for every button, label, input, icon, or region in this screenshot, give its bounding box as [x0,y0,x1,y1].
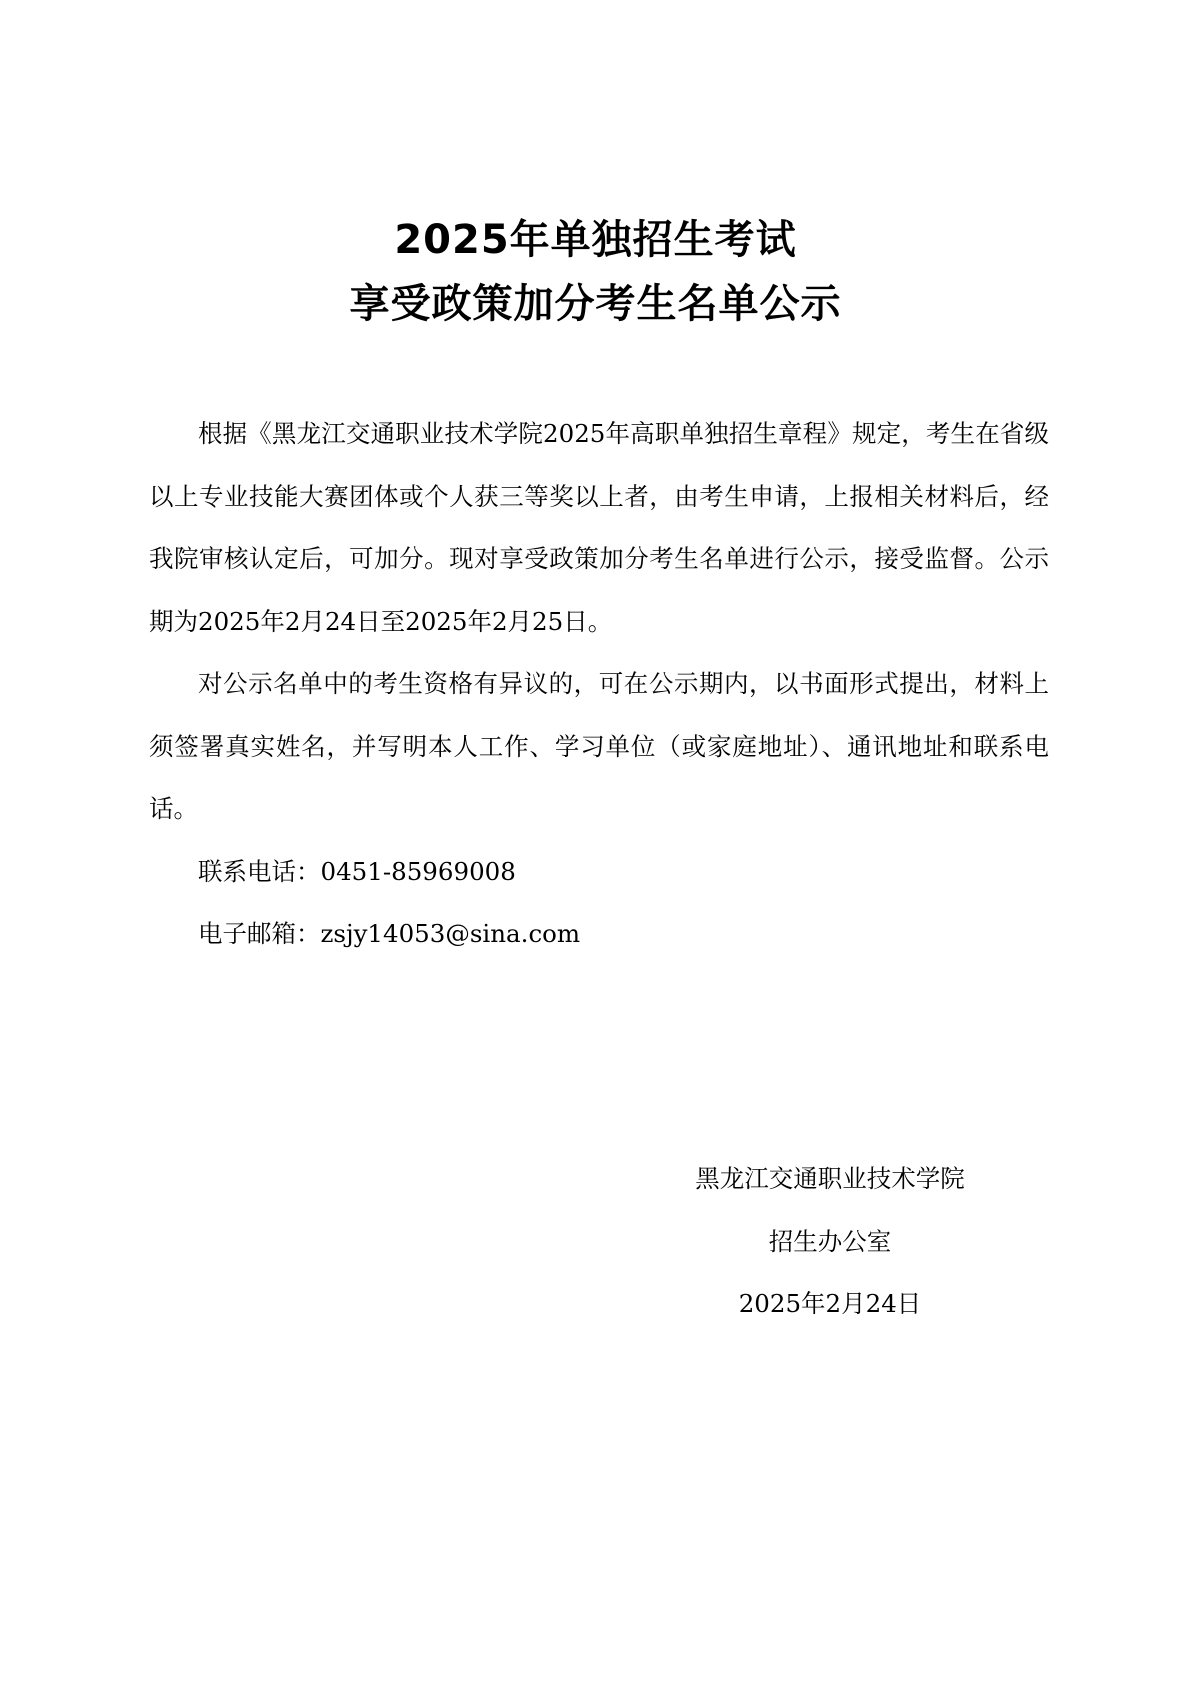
body-paragraph-objection: 对公示名单中的考生资格有异议的，可在公示期内，以书面形式提出，材料上须签署真实姓名，并写明本人工作、学习单位（或家庭地址）、通讯地址和联系电话。 [149,669,1049,823]
signature-office: 招生办公室 [768,1226,892,1256]
signature-block [640,1148,1020,1336]
title-line-1: 2025年单独招生考试 [394,217,797,263]
contact-email: 电子邮箱：zsjy14053@sina.com [198,919,581,948]
document-body [149,403,1049,966]
signature-date: 2025年2月24日 [738,1289,922,1318]
signature-institution: 黑龙江交通职业技术学院 [695,1164,965,1193]
contact-phone: 联系电话：0451-85969008 [198,856,516,886]
title-line-2: 享受政策加分考生名单公示 [349,281,842,327]
body-paragraph-regulation: 根据《黑龙江交通职业技术学院2025年高职单独招生章程》规定，考生在省级以上专业技能大赛团体或个人获三等奖以上者，由考生申请，上报相关材料后，经我院审核认定后，可加分。现对享受政策加分考生名单进行公示，接受监督。公示期为2025年2月24日至2025年2月25日。 [149,419,1049,636]
page-title [0,208,1191,336]
